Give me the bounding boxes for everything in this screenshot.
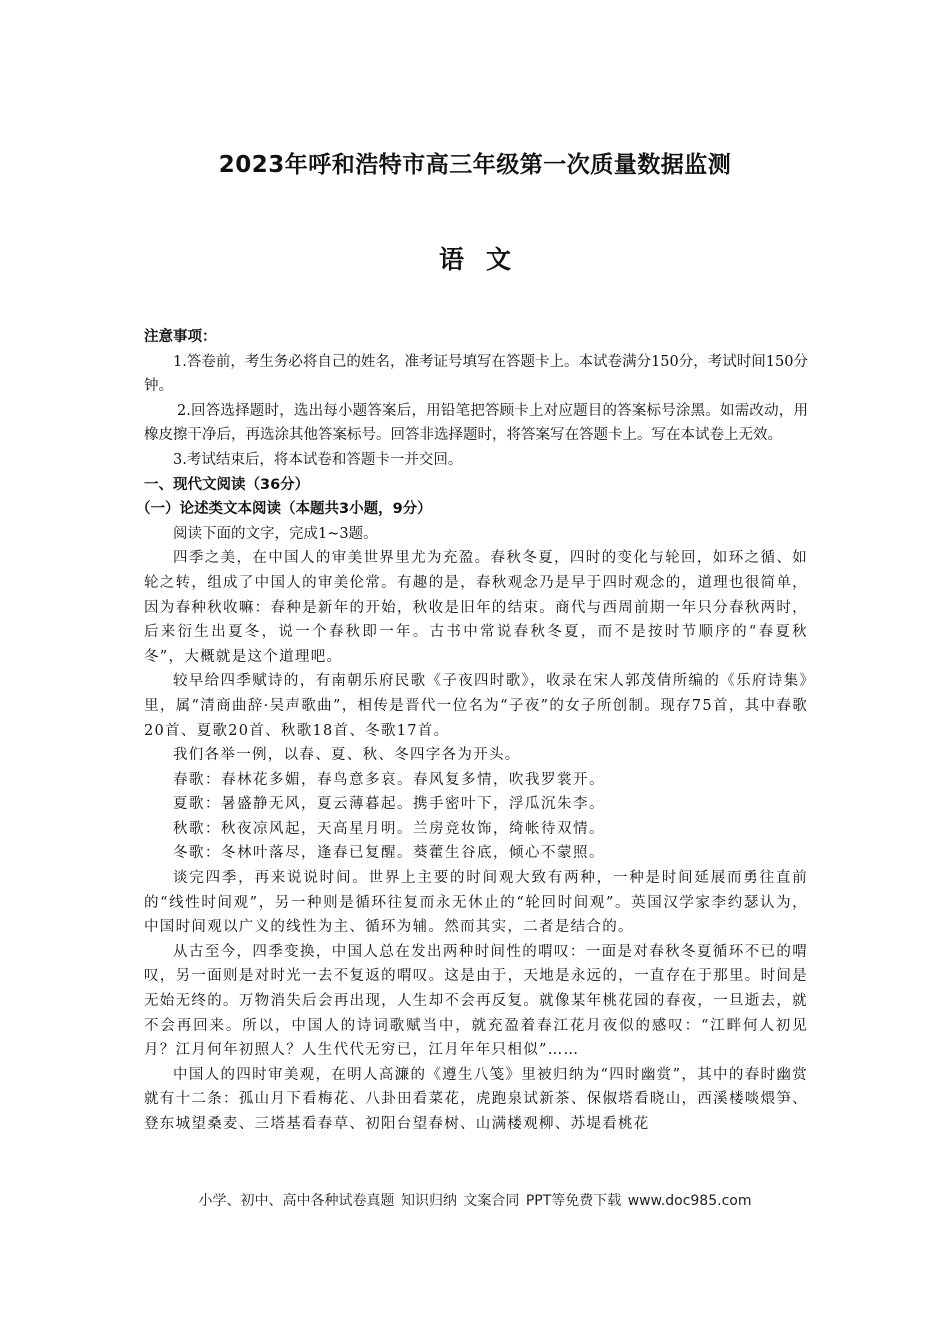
poem-spring: 春歌：春林花多媚，春鸟意多哀。春风复多情，吹我罗裳开。 [173, 771, 605, 788]
passage-paragraph: 从古至今，四季变换，中国人总在发出两种时间性的喟叹：一面是对春秋冬夏循环不已的喟叹，另一面则是对时光一去不复返的喟叹。这是由于，天地是永远的，一直存在于那里。时间是无始无终的。万物消失后会再出现，人生却不会再反复。就像某年桃花园的春夜，一旦逝去，就不会再回来。所以，中国人的诗词歌赋当中，就充盈着春江花月夜似的感叹：“江畔何人初见月？江月何年初照人？人生代代无穷已，江月年年只相似”…… [144, 943, 808, 1059]
notice-item-1: 1.答卷前，考生务必将自己的姓名，准考证号填写在答题卡上。本试卷满分150分，考试时间150分钟。 [144, 353, 808, 395]
reading-instruction: 阅读下面的文字，完成1~3题。 [173, 525, 378, 542]
passage-paragraph: 谈完四季，再来说说时间。世界上主要的时间观大致有两种，一种是时间延展而勇往直前的“线性时间观”，另一种则是循环往复而永无休止的“轮回时间观”。英国汉学家李约瑟认为，中国时间观以广义的线性为主、循环为辅。然而其实，二者是结合的。 [144, 870, 808, 936]
notice-item-2: 2.回答选择题时，选出每小题答案后，用铅笔把答顾卡上对应题目的答案标号涂黑。如需改动，用橡皮擦干净后，再选涂其他答案标号。回答非选择题时，将答案写在答题卡上。写在本试卷上无效。 [144, 402, 808, 444]
passage-paragraph: 较早给四季赋诗的，有南朝乐府民歌《子夜四时歌》，收录在宋人郭茂倩所编的《乐府诗集》里，属“清商曲辞·吴声歌曲”，相传是晋代一位名为“子夜”的女子所创制。现存75首，其中春歌20首、夏歌20首、秋歌18首、冬歌17首。 [144, 673, 808, 739]
section-heading: 一、现代文阅读（36分） [144, 476, 310, 493]
notice-item-3: 3.考试结束后，将本试卷和答题卡一并交回。 [173, 451, 463, 468]
poem-summer: 夏歌：暑盛静无风，夏云薄暮起。携手密叶下，浮瓜沉朱李。 [173, 796, 605, 813]
notice-heading: 注意事项： [144, 329, 217, 345]
exam-content [136, 325, 808, 1137]
subject-title: 语文 [438, 245, 533, 274]
poem-winter: 冬歌：冬林叶落尽，逢春已复醒。葵藿生谷底，倾心不蒙照。 [173, 845, 605, 862]
exam-title: 2023年呼和浩特市高三年级第一次质量数据监测 [218, 152, 732, 178]
footer-ad-text: 小学、初中、高中各种试卷真题 知识归纳 文案合同 PPT等免费下载 www.doc985.com [198, 1193, 752, 1209]
passage-paragraph: 我们各举一例，以春、夏、秋、冬四字各为开头。 [173, 747, 521, 764]
passage-paragraph: 四季之美，在中国人的审美世界里尤为充盈。春秋冬夏，四时的变化与轮回，如环之循、如轮之转，组成了中国人的审美伦常。有趣的是，春秋观念乃是早于四时观念的，道理也很简单，因为春种秋收嘛：春种是新年的开始，秋收是旧年的结束。商代与西周前期一年只分春秋两时，后来衍生出夏冬，说一个春秋即一年。古书中常说春秋冬夏，而不是按时节顺序的“春夏秋冬”，大概就是这个道理吧。 [144, 550, 808, 665]
section-subheading: （一）论述类文本阅读（本题共3小题，9分） [136, 501, 432, 518]
passage-paragraph: 中国人的四时审美观，在明人高濂的《遵生八笺》里被归纳为“四时幽赏”，其中的春时幽赏就有十二条：孤山月下看梅花、八卦田看菜花，虎跑泉试新茶、保俶塔看晓山，西溪楼啖煨笋、登东城望桑麦、三塔基看春草、初阳台望春树、山满楼观柳、苏堤看桃花 [144, 1066, 808, 1132]
poem-autumn: 秋歌：秋夜凉风起，天高星月明。兰房竞妆饰，绮帐待双情。 [173, 820, 605, 837]
